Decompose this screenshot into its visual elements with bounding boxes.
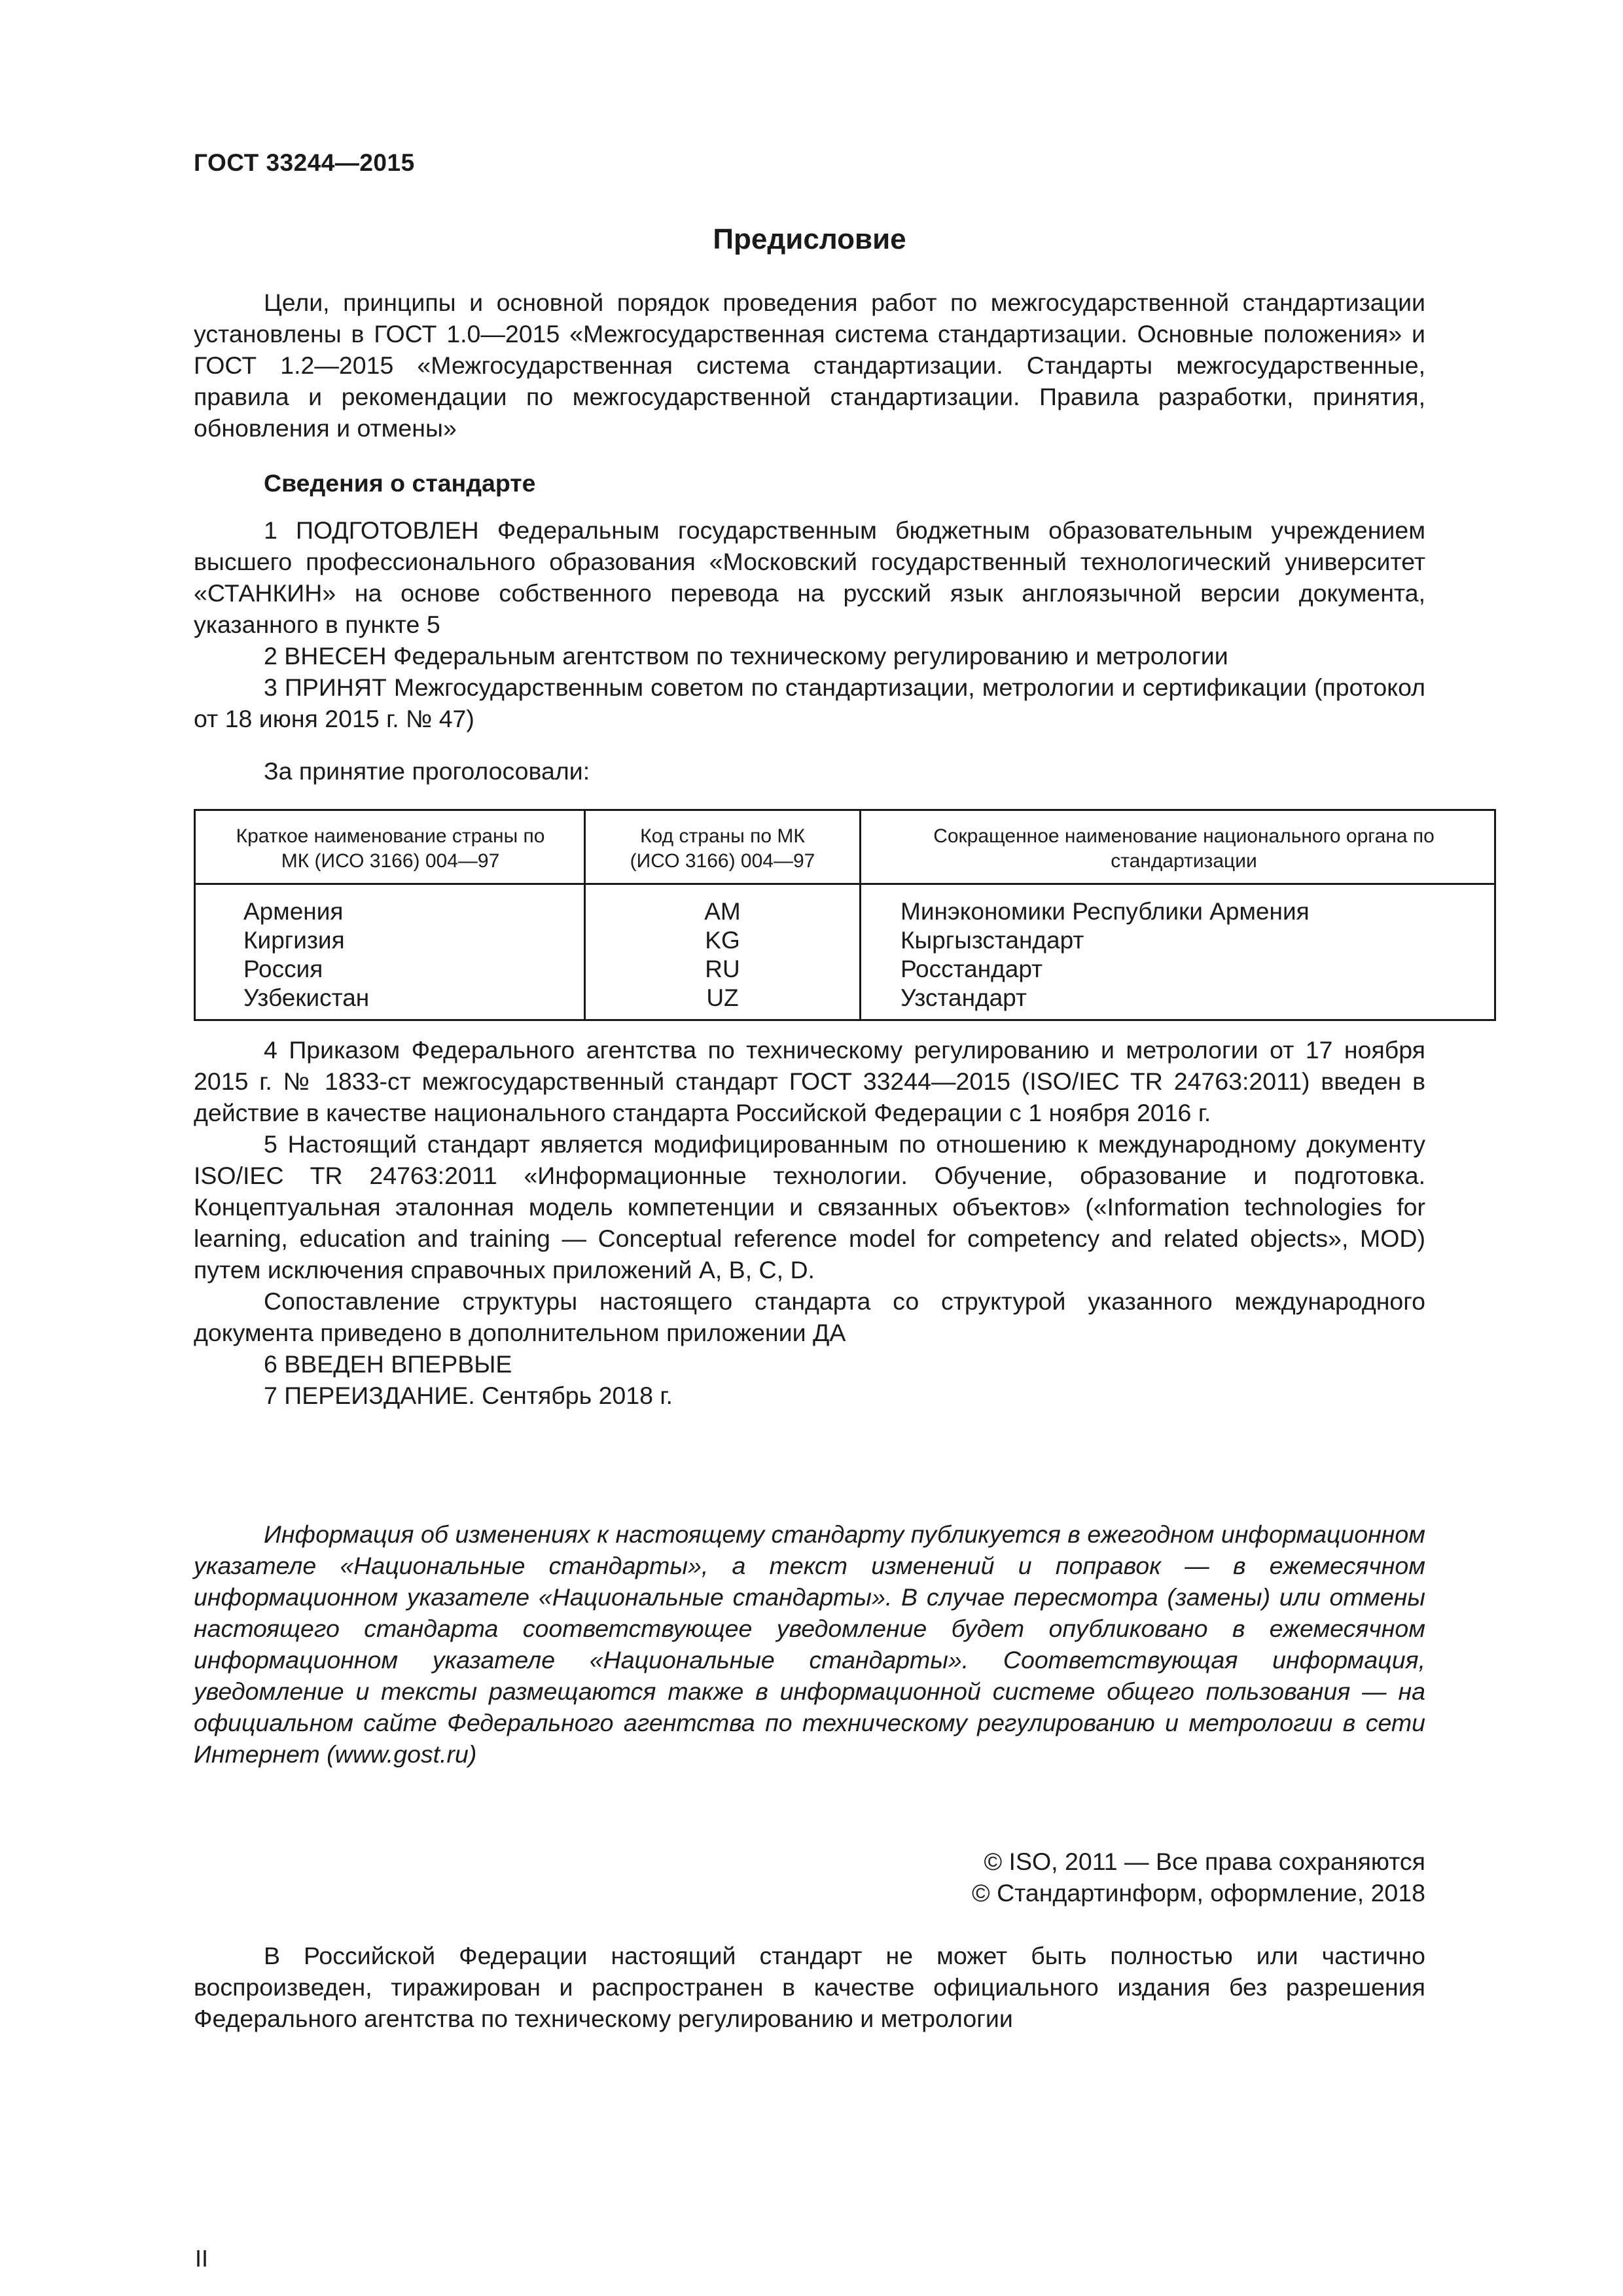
item-7: 7 ПЕРЕИЗДАНИЕ. Сентябрь 2018 г.: [264, 1382, 673, 1409]
table-cell-code: UZ: [706, 984, 739, 1011]
item-6: 6 ВВЕДЕН ВПЕРВЫЕ: [264, 1350, 512, 1378]
table-cell-code: RU: [705, 956, 740, 982]
table-cell-country: Узбекистан: [243, 984, 370, 1011]
table-cell-body: Росстандарт: [901, 956, 1043, 982]
items-bottom-block: [194, 1034, 1425, 1411]
page-title: Предисловие: [713, 223, 906, 255]
copyright-standartinform: © Стандартинформ, оформление, 2018: [972, 1879, 1425, 1907]
table-header-country: Краткое наименование страны по МК (ИСО 3166) 004—97: [236, 825, 545, 872]
copyright-block: [194, 1846, 1425, 1909]
body-column: [901, 897, 1310, 1013]
intro-paragraph: Цели, принципы и основной порядок проведения работ по межгосударственной стандартизации установлены в ГОСТ 1.0—2015 «Межгосударственная система стандартизации. Основные положения» и ГОСТ 1.2—2015 «Межгосударственная система стандартизации. Стандарты межгосударственные, правила и рекомендации по межгосударственной стандартизации. Правила разработки, принятия, обновления и отмены»: [194, 289, 1425, 442]
table-cell-code: AM: [704, 898, 741, 925]
table-cell-body: Кыргызстандарт: [901, 927, 1084, 954]
reproduction-restriction: В Российской Федерации настоящий стандарт не может быть полностью или частично воспроизведен, тиражирован и распространен в качестве официального издания без разрешения Федерального агентства по техническому регулированию и метрологии: [194, 1942, 1425, 2032]
table-cell-country: Армения: [243, 898, 344, 925]
table-cell-code: KG: [705, 927, 740, 954]
table-header-code: Код страны по МК (ИСО 3166) 004—97: [630, 825, 815, 872]
country-column: [243, 897, 369, 1013]
table-divider: [859, 811, 861, 1019]
item-5-comparison: Сопоставление структуры настоящего стандарта со структурой указанного международного документа приведено в дополнительном приложении ДА: [194, 1287, 1425, 1346]
item-3: 3 ПРИНЯТ Межгосударственным советом по стандартизации, метрологии и сертификации (протокол от 18 июня 2015 г. № 47): [194, 673, 1425, 732]
item-2: 2 ВНЕСЕН Федеральным агентством по техническому регулированию и метрологии: [264, 642, 1228, 670]
document-code-header: ГОСТ 33244—2015: [194, 149, 415, 176]
page-number: II: [195, 2245, 209, 2272]
table-cell-body: Минэкономики Республики Армения: [901, 898, 1310, 925]
item-1: 1 ПОДГОТОВЛЕН Федеральным государственным бюджетным образовательным учреждением высшего профессионального образования «Московский государственный технологический университет «СТАНКИН» на основе собственного перевода на русский язык англоязычной версии документа, указанного в пункте 5: [194, 516, 1425, 638]
table-cell-country: Россия: [243, 956, 323, 982]
amendments-notice: Информация об изменениях к настоящему стандарту публикуется в ежегодном информационном указателе «Национальные стандарты», а текст изменений и поправок — в ежемесячном информационном указателе «Национальные стандарты». В случае пересмотра (замены) или отмены настоящего стандарта соответствующее уведомление будет опубликовано в ежемесячном информационном указателе «Национальные стандарты». Соответствующая информация, уведомление и тексты размещаются также в информационной системе общего пользования — на официальном сайте Федерального агентства по техническому регулированию и метрологии в сети Интернет (www.gost.ru): [194, 1520, 1425, 1768]
info-heading: Сведения о стандарте: [264, 469, 536, 497]
table-cell-country: Киргизия: [243, 927, 345, 954]
items-top-block: [194, 514, 1425, 734]
copyright-iso: © ISO, 2011 — Все права сохраняются: [984, 1848, 1425, 1875]
voting-table: [194, 809, 1496, 1021]
vote-intro: За принятие проголосовали:: [264, 757, 590, 785]
table-header-body: Сокращенное наименование национального органа по стандартизации: [933, 825, 1435, 872]
code-column: [586, 897, 859, 1013]
table-header-divider: [196, 883, 1494, 885]
table-cell-body: Узстандарт: [901, 984, 1027, 1011]
item-5: 5 Настоящий стандарт является модифицированным по отношению к международному документу ISO/IEC TR 24763:2011 «Информационные технологии. Обучение, образование и подготовка. Концептуальная эталонная модель компетенции и связанных объектов» («Information technologies for learning, education and training — Conceptual reference model for competency and related objects», MOD) путем исключения справочных приложений A, B, C, D.: [194, 1130, 1425, 1283]
item-4: 4 Приказом Федерального агентства по техническому регулированию и метрологии от 17 ноября 2015 г. № 1833-ст межгосударственный стандарт ГОСТ 33244—2015 (ISO/IEC TR 24763:2011) введен в действие в качестве национального стандарта Российской Федерации с 1 ноября 2016 г.: [194, 1036, 1425, 1126]
